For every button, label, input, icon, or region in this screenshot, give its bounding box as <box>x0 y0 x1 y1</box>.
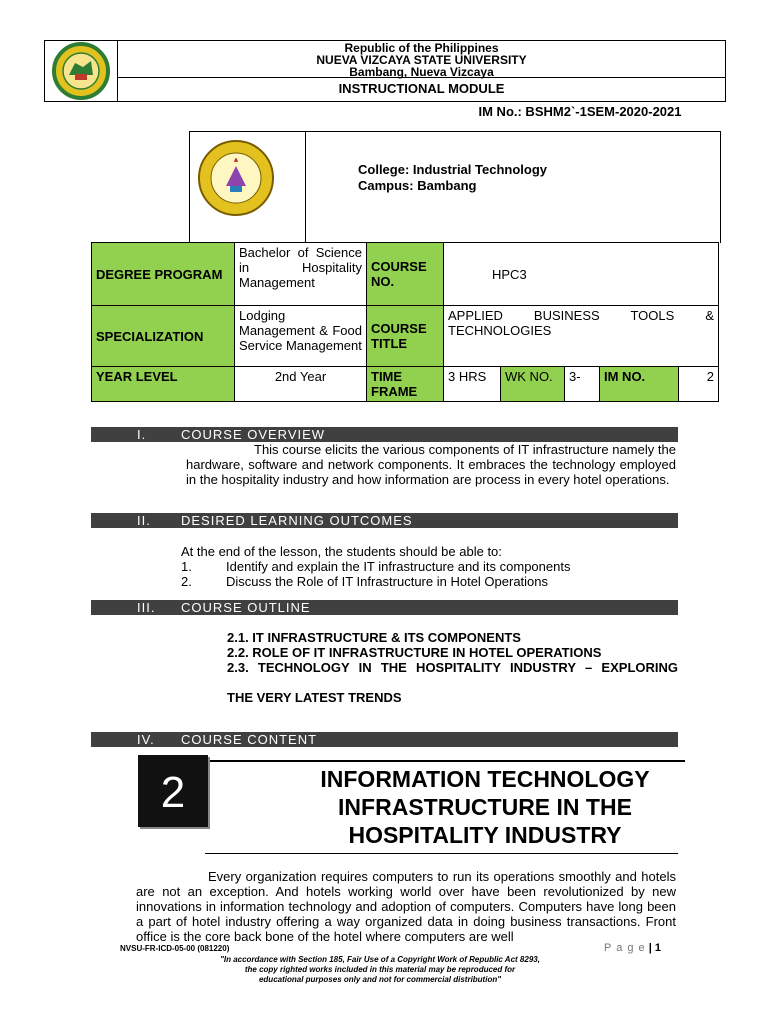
time-frame-value: 3 HRS <box>444 367 501 402</box>
notice-line: "In accordance with Section 185, Fair Use of a Copyright Work of Republic Act 8293, <box>220 955 540 964</box>
chapter-title <box>275 765 695 849</box>
outcome-number: 1. <box>181 559 192 574</box>
outline-item-3-cont: THE VERY LATEST TRENDS <box>227 690 402 705</box>
im-no-value: 2 <box>679 367 719 402</box>
republic-line: Republic of the Philippines <box>344 41 499 55</box>
page-number: | 1 <box>648 942 661 954</box>
outcome-item <box>181 559 571 574</box>
outcome-item <box>181 574 549 589</box>
copyright-notice <box>140 955 620 985</box>
wk-no-value: 3- <box>565 367 600 402</box>
chapter-title-line: INFRASTRUCTURE IN THE <box>338 794 632 820</box>
outline-item-1: 2.1. IT INFRASTRUCTURE & ITS COMPONENTS <box>227 630 521 645</box>
section-number: IV. <box>137 732 155 747</box>
logo-cell <box>45 41 118 101</box>
notice-line: educational purposes only and not for commercial distribution" <box>258 975 502 984</box>
chapter-number-box <box>138 755 208 827</box>
section-bar-overview <box>91 427 678 442</box>
college-logo-cell <box>190 132 306 243</box>
outline-item-2: 2.2. ROLE OF IT INFRASTRUCTURE IN HOTEL OPERATIONS <box>227 645 602 660</box>
im-no-label: IM NO. <box>600 367 679 402</box>
section-bar-outcomes <box>91 513 678 528</box>
section-bar-content <box>91 732 678 747</box>
section-title: COURSE OUTLINE <box>181 600 311 615</box>
university-location: Bambang, Nueva Vizcaya <box>349 65 494 79</box>
body-paragraph: Every organization requires computers to run its operations smoothly and hotels are not an exception. And hotels working world over have been revolutionized by new innovations in information technology and adoption of computers. Computers have long been a part of hotel industry offering a way organized data in doing business transactions. Front office is the core back bone of the hotel where computers are well <box>136 869 676 944</box>
chapter-number: 2 <box>160 768 186 817</box>
im-number: IM No.: BSHM2`-1SEM-2020-2021 <box>478 104 682 119</box>
outcome-text: Identify and explain the IT infrastructure and its components <box>226 559 571 574</box>
section-number: II. <box>137 513 151 528</box>
college-seal-logo <box>196 138 276 218</box>
course-title-value: APPLIED BUSINESS TOOLS & TECHNOLOGIES <box>444 306 719 367</box>
module-label: INSTRUCTIONAL MODULE <box>338 81 505 96</box>
header-box <box>44 40 726 102</box>
chapter-title-line: INFORMATION TECHNOLOGY <box>320 766 650 792</box>
header-title-block <box>118 41 725 78</box>
outcome-text: Discuss the Role of IT Infrastructure in Hotel Operations <box>226 574 549 589</box>
section-title: DESIRED LEARNING OUTCOMES <box>181 513 413 528</box>
course-no-label: COURSE NO. <box>367 243 444 306</box>
degree-label: DEGREE PROGRAM <box>92 243 235 306</box>
university-seal-logo <box>45 41 117 101</box>
specialization-label: SPECIALIZATION <box>92 306 235 367</box>
chapter-title-line: HOSPITALITY INDUSTRY <box>348 822 622 848</box>
section-bar-outline <box>91 600 678 615</box>
section-number: III. <box>137 600 156 615</box>
overview-paragraph: This course elicits the various components of IT infrastructure namely the hardware, software and network components. It embraces the technology employed in the hospitality industry and how information are process in every hotel operations. <box>186 442 676 487</box>
footer-code: NVSU-FR-ICD-05-00 (081220) <box>120 944 230 953</box>
course-no-value: HPC3 <box>444 243 719 306</box>
page-indicator <box>604 942 661 954</box>
section-number: I. <box>137 427 147 442</box>
time-frame-label: TIME FRAME <box>367 367 444 402</box>
campus-name: Campus: Bambang <box>358 178 477 193</box>
year-level-value: 2nd Year <box>235 367 367 402</box>
chapter-top-rule <box>205 760 685 762</box>
year-level-label: YEAR LEVEL <box>92 367 235 402</box>
chapter-bottom-rule <box>205 853 678 854</box>
page-label: P a g e <box>604 942 646 954</box>
course-title-label: COURSE TITLE <box>367 306 444 367</box>
degree-value: Bachelor of Science in Hospitality Management <box>235 243 367 306</box>
wk-no-label: WK NO. <box>501 367 565 402</box>
outline-item-3: 2.3. TECHNOLOGY IN THE HOSPITALITY INDUSTRY – EXPLORING <box>227 660 678 675</box>
outcomes-intro: At the end of the lesson, the students should be able to: <box>181 544 502 559</box>
college-name: College: Industrial Technology <box>358 162 547 177</box>
notice-line: the copy righted works included in this material may be reproduced for <box>244 965 516 974</box>
specialization-value: Lodging Management & Food Service Management <box>235 306 367 367</box>
section-title: COURSE OVERVIEW <box>181 427 326 442</box>
university-name: NUEVA VIZCAYA STATE UNIVERSITY <box>316 53 527 67</box>
college-box <box>189 131 721 243</box>
course-info-table <box>91 242 719 402</box>
outcome-number: 2. <box>181 574 192 589</box>
section-title: COURSE CONTENT <box>181 732 318 747</box>
